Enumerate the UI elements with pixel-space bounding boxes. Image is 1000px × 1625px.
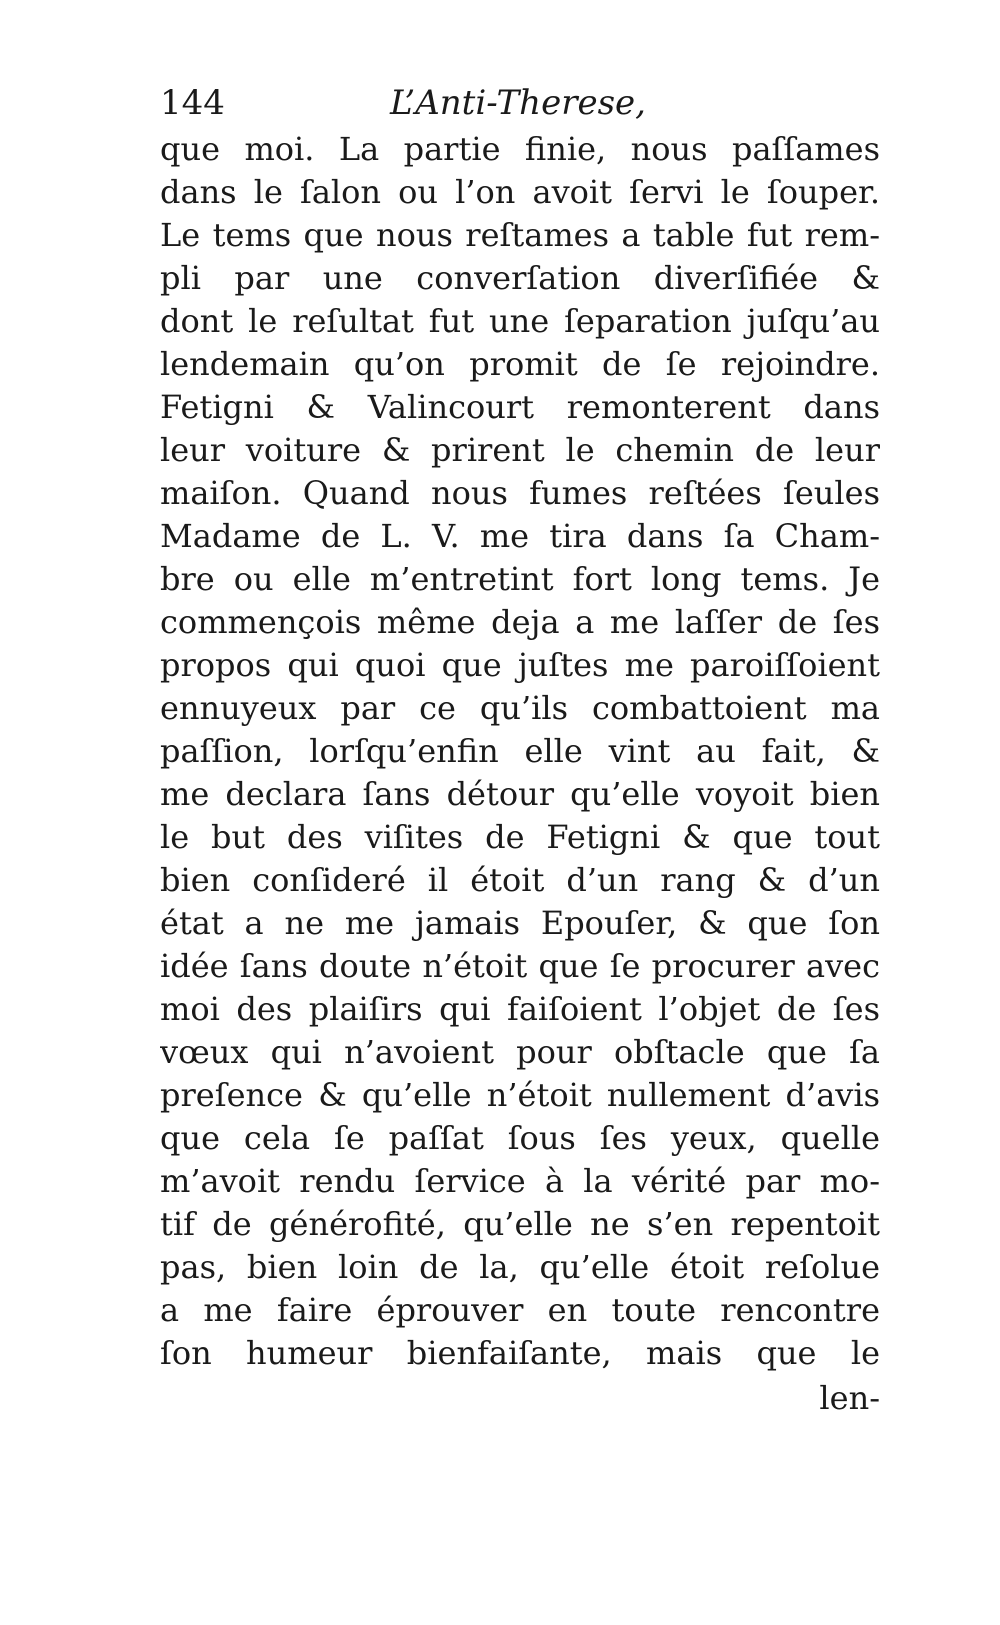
text-line: ennuyeux par ce qu’ils combattoient ma (160, 689, 880, 727)
text-line: que moi. La partie finie, nous paſſames (160, 130, 880, 168)
text-line: pli par une converſation diverſifiée & (160, 259, 880, 297)
text-line: lendemain qu’on promit de ſe rejoindre. (160, 345, 880, 383)
text-line: pas, bien loin de la, qu’elle étoit reſolue (160, 1248, 880, 1286)
text-line: vœux qui n’avoient pour obſtacle que ſa (160, 1033, 880, 1071)
body-text (160, 128, 880, 1375)
text-line: dont le reſultat fut une ſeparation juſqu’au (160, 302, 880, 340)
text-line: le but des viſites de Fetigni & que tout (160, 818, 880, 856)
text-line: propos qui quoi que juſtes me paroiſſoient (160, 646, 880, 684)
text-line: tif de générofité, qu’elle ne s’en repentoit (160, 1205, 880, 1243)
text-line: que cela ſe paſſat ſous ſes yeux, quelle (160, 1119, 880, 1157)
text-line: état a ne me jamais Epouſer, & que ſon (160, 904, 880, 942)
text-line: commençois même deja a me laſſer de ſes (160, 603, 880, 641)
text-line: Le tems que nous reſtames a table fut rem- (160, 216, 880, 254)
text-line: a me faire éprouver en toute rencontre (160, 1291, 880, 1329)
catchword: len- (819, 1379, 880, 1417)
running-title: L’Anti-Therese, (390, 83, 646, 123)
page-number: 144 (160, 83, 225, 123)
text-line: Madame de L. V. me tira dans ſa Cham- (160, 517, 880, 555)
text-line: dans le ſalon ou l’on avoit ſervi le ſouper. (160, 173, 880, 211)
text-line: idée ſans doute n’étoit que ſe procurer avec (160, 947, 880, 985)
text-line: moi des plaiſirs qui faiſoient l’objet de ſes (160, 990, 880, 1028)
text-line: paſſion, lorſqu’enfin elle vint au fait, & (160, 732, 880, 770)
text-line: leur voiture & prirent le chemin de leur (160, 431, 880, 469)
text-line: bre ou elle m’entretint fort long tems. Je (160, 560, 880, 598)
text-line: bien conſideré il étoit d’un rang & d’un (160, 861, 880, 899)
text-line: ſon humeur bienfaiſante, mais que le (160, 1334, 880, 1372)
text-line: maiſon. Quand nous fumes reſtées ſeules (160, 474, 880, 512)
text-line: m’avoit rendu ſervice à la vérité par mo- (160, 1162, 880, 1200)
text-line: preſence & qu’elle n’étoit nullement d’avis (160, 1076, 880, 1114)
running-head (160, 78, 880, 128)
text-line: me declara ſans détour qu’elle voyoit bien (160, 775, 880, 813)
text-line: Fetigni & Valincourt remonterent dans (160, 388, 880, 426)
